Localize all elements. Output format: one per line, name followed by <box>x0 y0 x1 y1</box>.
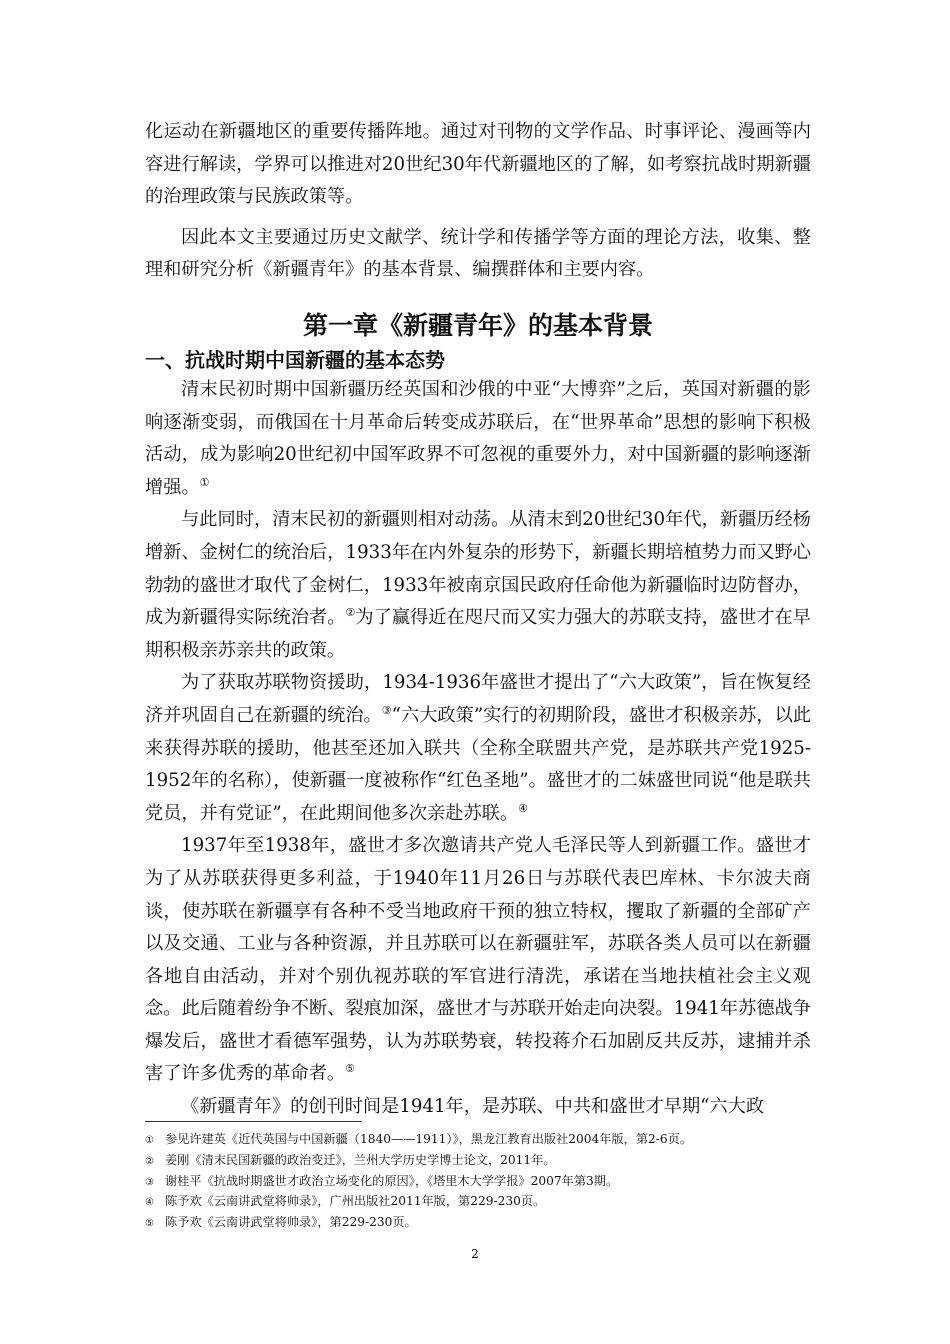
footnote-ref[interactable]: ② <box>345 606 356 620</box>
footnote-mark: ③ <box>145 1176 154 1188</box>
footnote-ref[interactable]: ⑤ <box>345 1062 355 1076</box>
footnote <box>145 1192 811 1213</box>
paragraph <box>145 830 811 1091</box>
chapter-title: 第一章《新疆青年》的基本背景 <box>302 311 653 340</box>
paragraph-text: 《新疆青年》的创刊时间是1941年，是苏联、中共和盛世才早期“六大政 <box>181 1096 765 1118</box>
paragraph-text: 为了赢得近在咫尺而又实力强大的苏联支持，盛世才在早期积极亲苏亲共的政策。 <box>145 607 811 661</box>
section-body <box>145 374 811 1124</box>
page-number: 2 <box>471 1247 479 1261</box>
footnote-mark: ② <box>145 1155 154 1167</box>
footnote <box>145 1151 811 1172</box>
footnote-ref[interactable]: ① <box>199 475 210 489</box>
paragraph-method: 因此本文主要通过历史文献学、统计学和传播学等方面的理论方法，收集、整理和研究分析《新疆青年》的基本背景、编撰群体和主要内容。 <box>145 226 811 281</box>
footnote-mark: ① <box>145 1135 154 1146</box>
footnote <box>145 1172 811 1193</box>
paragraph-text: 为了获取苏联物资援助，1934-1936年盛世才提出了“六大政策”，旨在恢复经济并巩固自己在新疆的统治。 <box>145 672 811 726</box>
footnote <box>145 1213 811 1234</box>
paragraph-text: 清末民初时期中国新疆历经英国和沙俄的中亚“大博弈”之后，英国对新疆的影响逐渐变弱，而俄国在十月革命后转变成苏联后，在“世界革命”思想的影响下积极活动，成为影响20世纪初中国军政界不可忽视的重要外力，对中国新疆的影响逐渐增强。 <box>145 379 811 498</box>
footnote-text: 陈予欢《云南讲武堂将帅录》，第229-230页。 <box>165 1215 417 1230</box>
footnote-mark: ⑤ <box>145 1218 154 1230</box>
paragraph-text: 与此同时，清末民初的新疆则相对动荡。从清末到20世纪30年代，新疆历经杨增新、金树仁的统治后，1933年在内外复杂的形势下，新疆长期培植势力而又野心勃勃的盛世才取代了金树仁，1933年被南京国民政府任命他为新疆临时边防督办，成为新疆得实际统治者。 <box>145 509 811 629</box>
footnotes <box>145 1130 811 1234</box>
paragraph-continued: 化运动在新疆地区的重要传播阵地。通过对刊物的文学作品、时事评论、漫画等内容进行解读，学界可以推进对20世纪30年代新疆地区的了解，如考察抗战时期新疆的治理政策与民族政策等。 <box>145 121 811 208</box>
footnote-text: 陈予欢《云南讲武堂将帅录》，广州出版社2011年版，第229-230页。 <box>165 1194 546 1209</box>
footnote-text: 姜刚《清末民国新疆的政治变迁》，兰州大学历史学博士论文，2011年。 <box>165 1152 556 1167</box>
footnote-separator <box>145 1121 362 1122</box>
footnote-ref[interactable]: ④ <box>518 801 528 815</box>
footnote <box>145 1130 811 1151</box>
footnote-text: 谢桂平《抗战时期盛世才政治立场变化的原因》，《塔里木大学学报》2007年第3期。 <box>165 1173 619 1188</box>
footnote-ref[interactable]: ③ <box>381 703 392 717</box>
paragraph-text: “六大政策”实行的初期阶段，盛世才积极亲苏，以此来获得苏联的援助，他甚至还加入联共（全称全联盟共产党，是苏联共产党1925-1952年的名称），使新疆一度被称作“红色圣地”。盛世才的二妹盛世同说“他是联共党员，并有党证”，在此期间他多次亲赴苏联。 <box>145 704 811 824</box>
paragraph <box>145 1091 811 1124</box>
footnote-mark: ④ <box>145 1197 154 1209</box>
section-title: 一、抗战时期中国新疆的基本态势 <box>145 348 445 372</box>
footnote-text: 参见许建英《近代英国与中国新疆（1840——1911）》，黑龙江教育出版社2004年版，第2-6页。 <box>165 1132 693 1146</box>
paragraph <box>145 374 811 504</box>
paragraph <box>145 504 811 667</box>
paragraph <box>145 667 811 830</box>
paragraph-text: 1937年至1938年，盛世才多次邀请共产党人毛泽民等人到新疆工作。盛世才为了从苏联获得更多利益，于1940年11月26日与苏联代表巴库林、卡尔波夫商谈，使苏联在新疆享有各种不受当地政府干预的独立特权，攫取了新疆的全部矿产以及交通、工业与各种资源，并且苏联可以在新疆驻军，苏联各类人员可以在新疆各地自由活动，并对个别仇视苏联的军官进行清洗，承诺在当地扶植社会主义观念。此后随着纷争不断、裂痕加深，盛世才与苏联开始走向决裂。1941年苏德战争爆发后，盛世才看德军强势，认为苏联势衰，转投蒋介石加剧反共反苏，逮捕并杀害了许多优秀的革命者。 <box>145 835 811 1085</box>
intro-text <box>145 116 811 287</box>
